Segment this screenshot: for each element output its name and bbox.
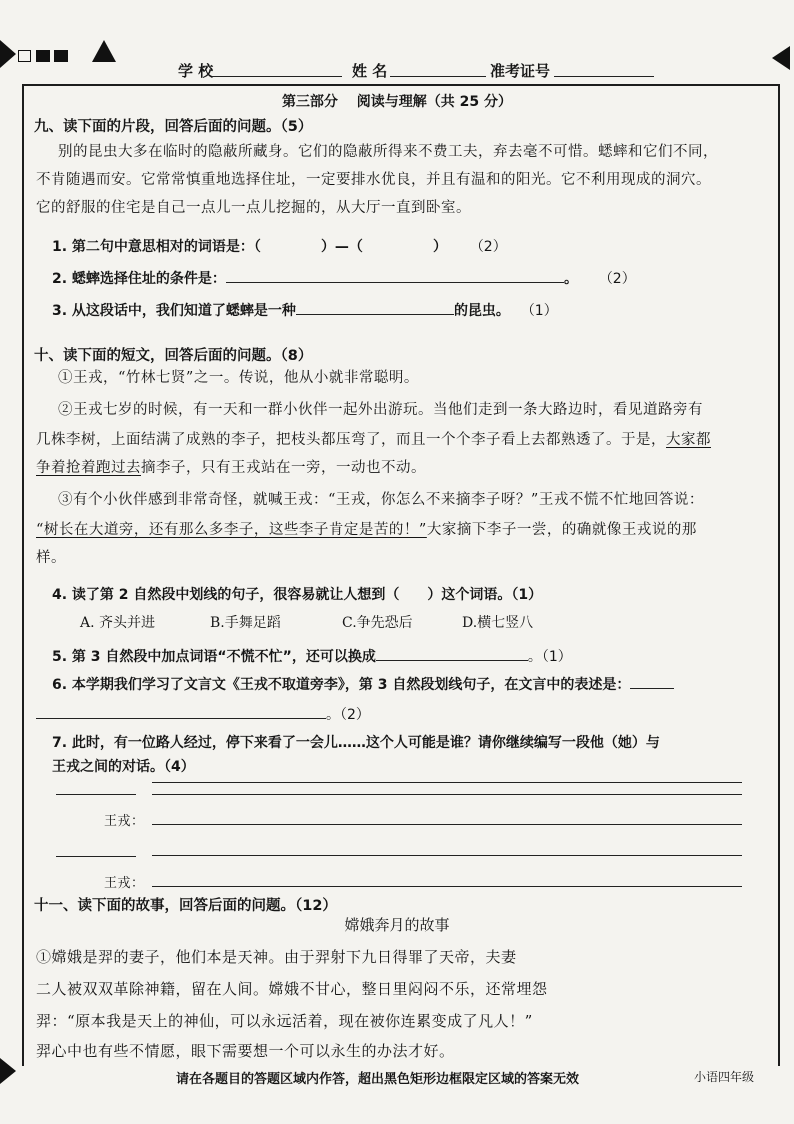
school-label: 学 校 [178,62,214,80]
q9-para-line-1: 别的昆虫大多在临时的隐蔽所藏身。它们的隐蔽所得来不费工夫，弃去毫不可惜。蟋蟀和它们不同， [58,144,718,160]
q10-underlined-phrase-a: 大家都 [666,432,711,448]
q10-p3-line-3: 样。 [36,550,66,566]
dialogue-line-1b[interactable] [152,794,742,795]
q10-item-7-line-2: 王戎之间的对话。（4） [52,759,195,775]
dialogue-line-4[interactable] [152,886,742,887]
name-label: 姓 名 [352,62,388,80]
option-b[interactable]: B.手舞足蹈 [210,615,281,631]
footer-notice: 请在各题目的答题区域内作答，超出黑色矩形边框限定区域的答案无效 [176,1072,580,1087]
story-line-1: ①嫦娥是羿的妻子，他们本是天神。由于羿射下九日得罪了天帝，夫妻 [36,948,517,966]
q9-item-1: 1. 第二句中意思相对的词语是：（ ）—（ ） （2） [52,239,507,255]
story-line-4: 羿心中也有些不情愿，眼下需要想一个可以永生的办法才好。 [36,1042,455,1060]
dialogue-speaker-blank-2[interactable] [56,856,136,857]
exam-header [0,54,794,84]
speaker-wangrong-1: 王戎： [104,814,145,829]
dialogue-line-3[interactable] [152,855,742,856]
q10-p3-line-2: “树长在大道旁，还有那么多李子，这些李子肯定是苦的！”大家摘下李子一尝，的确就像王戎说的那 [36,522,697,538]
q10-p2-line-3: 争着抢着跑过去摘李子，只有王戎站在一旁，一动也不动。 [36,460,426,476]
name-field[interactable] [390,76,486,77]
option-c[interactable]: C.争先恐后 [342,615,413,631]
exam-number-field[interactable] [554,76,654,77]
q9-para-line-2: 不肯随遇而安。它常常慎重地选择住址，一定要排水优良，并且有温和的阳光。它不利用现成的洞穴。 [36,172,711,188]
q10-p2-line-1: ②王戎七岁的时候，有一天和一群小伙伴一起外出游玩。当他们走到一条大路边时，看见道路旁有 [58,402,703,418]
q10-p2-line-2: 几株李树，上面结满了成熟的李子，把枝头都压弯了，而且一个个李子看上去都熟透了。于是，大家都 [36,432,711,448]
speaker-wangrong-2: 王戎： [104,876,145,891]
q10-underlined-sentence: “树长在大道旁，还有那么多李子，这些李子肯定是苦的！” [36,522,427,538]
story-line-2: 二人被双双革除神籍，留在人间。嫦娥不甘心，整日里闷闷不乐，还常埋怨 [36,980,548,998]
q9-item-2: 2. 蟋蟀选择住址的条件是： 。 （2） [52,268,636,288]
q11-heading: 十一、读下面的故事，回答后面的问题。（12） [34,898,337,914]
q9-item-3: 3. 从这段话中，我们知道了蟋蟀是一种 的昆虫。 （1） [52,300,558,320]
dialogue-speaker-blank-1[interactable] [56,794,136,795]
exam-number-label: 准考证号 [490,62,551,80]
q10-item-6-cont: 。（2） [36,704,370,724]
q9-3-answer-blank[interactable] [296,300,454,315]
q10-6-answer-blank-b[interactable] [36,704,326,719]
q10-underlined-phrase-b: 争着抢着跑过去 [36,460,141,476]
q10-p3-line-1: ③有个小伙伴感到非常奇怪，就喊王戎：“王戎，你怎么不来摘李子呀？”王戎不慌不忙地回答说： [58,492,704,508]
q10-item-7-line-1: 7. 此时，有一位路人经过，停下来看了一会儿……这个人可能是谁？请你继续编写一段他（她）与 [52,735,660,751]
q10-6-answer-blank-a[interactable] [630,674,674,689]
story-line-3: 羿：“原本我是天上的神仙，可以永远活着，现在被你连累变成了凡人！” [36,1012,533,1030]
q10-item-5: 5. 第 3 自然段中加点词语“不慌不忙”，还可以换成 。（1） [52,646,572,666]
q10-heading: 十、读下面的短文，回答后面的问题。（8） [34,348,313,364]
q10-item-6: 6. 本学期我们学习了文言文《王戎不取道旁李》，第 3 自然段划线句子，在文言中的表述是： [52,674,674,694]
dialogue-line-1[interactable] [152,782,742,783]
q9-para-line-3: 它的舒服的住宅是自己一点儿一点儿挖掘的，从大厅一直到卧室。 [36,200,471,216]
option-d[interactable]: D.横七竖八 [462,615,534,631]
option-a[interactable]: A. 齐头并进 [80,615,156,631]
corner-mark-bottom-left [0,1058,16,1084]
story-title: 嫦娥奔月的故事 [344,916,450,934]
q10-p1: ①王戎，“竹林七贤”之一。传说，他从小就非常聪明。 [58,370,419,386]
footer-grade: 小语四年级 [694,1070,755,1084]
dialogue-line-2[interactable] [152,824,742,825]
q10-item-4: 4. 读了第 2 自然段中划线的句子，很容易就让人想到（ ）这个词语。（1） [52,587,543,603]
q9-2-answer-blank[interactable] [226,268,564,283]
section-title: 第三部分 阅读与理解（共 25 分） [281,94,513,110]
school-field[interactable] [212,76,342,77]
q9-heading: 九、读下面的片段，回答后面的问题。（5） [34,119,313,135]
q10-5-answer-blank[interactable] [376,646,528,661]
